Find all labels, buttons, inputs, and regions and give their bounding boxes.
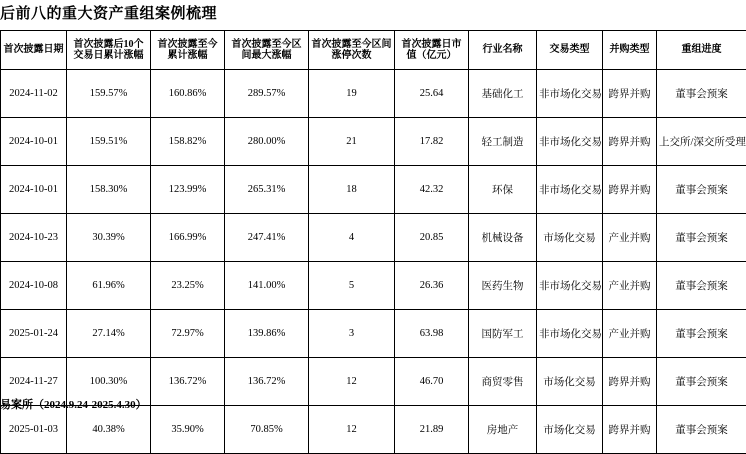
cell-ma-type: 产业并购 [603,262,657,310]
cell-industry: 房地产 [469,406,537,454]
cell-gain-10d: 159.57% [67,70,151,118]
column-header-gain-max: 首次披露至今区间最大涨幅 [225,31,309,70]
cell-gain-total: 35.90% [151,406,225,454]
cell-gain-10d: 158.30% [67,166,151,214]
cell-limit-up-count: 12 [309,406,395,454]
cell-date: 2024-10-01 [1,118,67,166]
cell-limit-up-count: 5 [309,262,395,310]
cell-limit-up-count: 12 [309,358,395,406]
column-header-deal-type: 交易类型 [537,31,603,70]
cell-industry: 轻工制造 [469,118,537,166]
cell-gain-10d: 159.51% [67,118,151,166]
cell-industry: 商贸零售 [469,358,537,406]
cell-deal-type: 非市场化交易 [537,166,603,214]
cell-deal-type: 非市场化交易 [537,310,603,358]
header-row [1,31,746,70]
table-row [1,310,746,358]
cell-limit-up-count: 4 [309,214,395,262]
cell-gain-max: 70.85% [225,406,309,454]
cell-gain-total: 158.82% [151,118,225,166]
cell-gain-max: 141.00% [225,262,309,310]
cell-limit-up-count: 21 [309,118,395,166]
cell-gain-total: 123.99% [151,166,225,214]
cell-industry: 环保 [469,166,537,214]
cell-ma-type: 跨界并购 [603,358,657,406]
table-row [1,406,746,454]
cell-deal-type: 非市场化交易 [537,262,603,310]
table-row [1,166,746,214]
cell-market-cap: 21.89 [395,406,469,454]
cell-gain-total: 72.97% [151,310,225,358]
column-header-market-cap: 首次披露日市值（亿元） [395,31,469,70]
cell-gain-10d: 30.39% [67,214,151,262]
cell-gain-total: 166.99% [151,214,225,262]
column-header-industry: 行业名称 [469,31,537,70]
cell-industry: 医药生物 [469,262,537,310]
cell-deal-type: 市场化交易 [537,214,603,262]
cell-ma-type: 产业并购 [603,310,657,358]
cell-progress: 董事会预案 [657,310,746,358]
page-title: 后前八的重大资产重组案例梳理 [0,2,217,23]
cell-market-cap: 63.98 [395,310,469,358]
cell-progress: 董事会预案 [657,166,746,214]
table-row [1,70,746,118]
cell-gain-max: 136.72% [225,358,309,406]
cell-gain-10d: 61.96% [67,262,151,310]
cell-industry: 机械设备 [469,214,537,262]
restructuring-cases-table [0,30,746,454]
cell-gain-max: 247.41% [225,214,309,262]
cell-progress: 董事会预案 [657,214,746,262]
column-header-progress: 重组进度 [657,31,746,70]
cell-gain-max: 265.31% [225,166,309,214]
column-header-gain-total: 首次披露至今累计涨幅 [151,31,225,70]
cell-ma-type: 跨界并购 [603,70,657,118]
cell-progress: 董事会预案 [657,358,746,406]
cell-date: 2024-11-27 [1,358,67,406]
cell-gain-10d: 27.14% [67,310,151,358]
cell-market-cap: 25.64 [395,70,469,118]
cell-market-cap: 42.32 [395,166,469,214]
cell-deal-type: 非市场化交易 [537,118,603,166]
cell-ma-type: 跨界并购 [603,118,657,166]
source-footnote: 易案所（2024.9.24-2025.4.30） [0,396,147,412]
cell-market-cap: 17.82 [395,118,469,166]
cell-ma-type: 产业并购 [603,214,657,262]
column-header-ma-type: 并购类型 [603,31,657,70]
cell-ma-type: 跨界并购 [603,166,657,214]
cell-deal-type: 市场化交易 [537,358,603,406]
table-container [0,30,746,454]
cell-ma-type: 跨界并购 [603,406,657,454]
cell-market-cap: 20.85 [395,214,469,262]
table-header [1,31,746,70]
table-row [1,214,746,262]
cell-progress: 董事会预案 [657,262,746,310]
cell-market-cap: 26.36 [395,262,469,310]
cell-gain-10d: 100.30% [67,358,151,406]
cell-date: 2025-01-24 [1,310,67,358]
cell-gain-total: 136.72% [151,358,225,406]
cell-industry: 基础化工 [469,70,537,118]
cell-gain-total: 160.86% [151,70,225,118]
column-header-limit-up-count: 首次披露至今区间涨停次数 [309,31,395,70]
cell-gain-max: 280.00% [225,118,309,166]
cell-limit-up-count: 3 [309,310,395,358]
column-header-date: 首次披露日期 [1,31,67,70]
cell-industry: 国防军工 [469,310,537,358]
cell-date: 2024-11-02 [1,70,67,118]
cell-date: 2024-10-08 [1,262,67,310]
cell-gain-max: 289.57% [225,70,309,118]
cell-gain-max: 139.86% [225,310,309,358]
cell-gain-10d: 40.38% [67,406,151,454]
cell-deal-type: 非市场化交易 [537,70,603,118]
cell-date: 2024-10-23 [1,214,67,262]
cell-progress: 董事会预案 [657,406,746,454]
cell-gain-total: 23.25% [151,262,225,310]
table-row [1,262,746,310]
cell-date: 2025-01-03 [1,406,67,454]
cell-progress: 上交所/深交所受理 [657,118,746,166]
table-row [1,118,746,166]
cell-date: 2024-10-01 [1,166,67,214]
cell-limit-up-count: 18 [309,166,395,214]
column-header-gain-10d: 首次披露后10个交易日累计涨幅 [67,31,151,70]
cell-progress: 董事会预案 [657,70,746,118]
cell-market-cap: 46.70 [395,358,469,406]
cell-deal-type: 市场化交易 [537,406,603,454]
cell-limit-up-count: 19 [309,70,395,118]
